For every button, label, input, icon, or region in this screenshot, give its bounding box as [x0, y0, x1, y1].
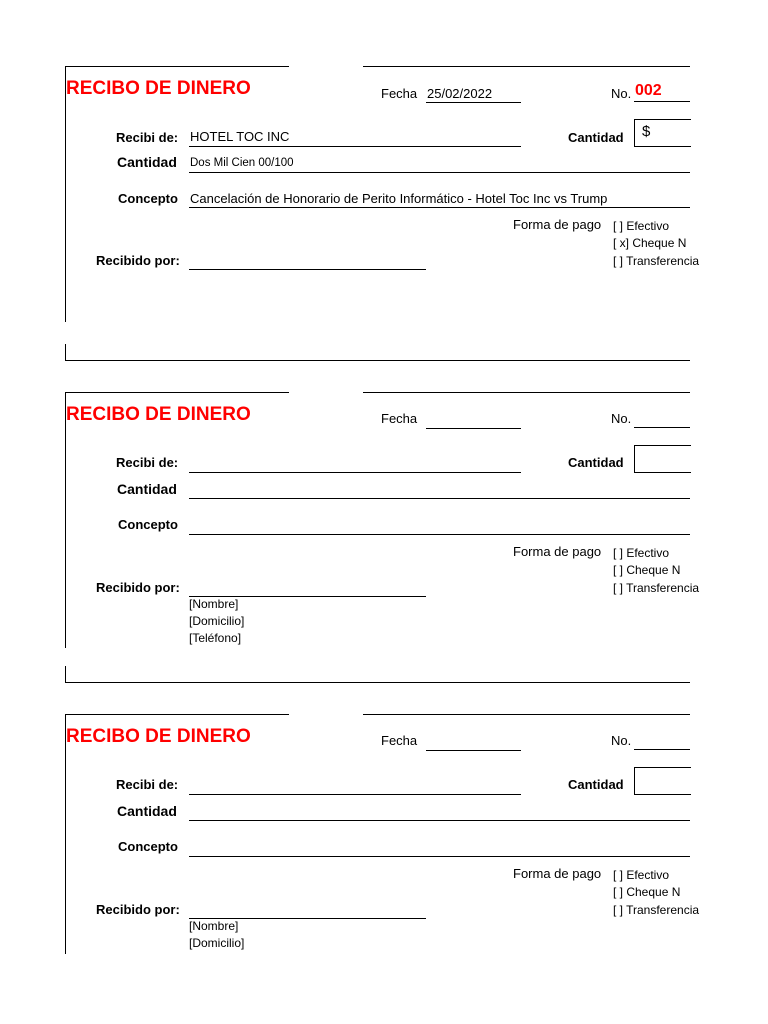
option-cheque[interactable]: [ ] Cheque N: [613, 885, 681, 899]
recibi-label: Recibi de:: [116, 130, 179, 145]
option-transferencia[interactable]: [ ] Transferencia: [613, 581, 700, 595]
top-rule-right: [363, 66, 690, 67]
cantidad-label: Cantidad: [568, 777, 624, 792]
receipt-number[interactable]: 002: [635, 82, 662, 99]
concepto-label: Concepto: [118, 517, 178, 532]
fecha-underline[interactable]: [426, 750, 521, 751]
forma-pago-label: Forma de pago: [513, 217, 602, 232]
cantidad-box[interactable]: [634, 767, 691, 795]
recibido-por-label: Recibido por:: [96, 580, 180, 595]
domicilio-placeholder: [Domicilio]: [189, 614, 245, 628]
left-border: [65, 714, 66, 954]
cantidad-box[interactable]: [634, 445, 691, 473]
cantidad-texto-label: Cantidad: [117, 154, 177, 170]
option-efectivo[interactable]: [ ] Efectivo: [613, 868, 670, 882]
no-underline[interactable]: [634, 749, 690, 750]
nombre-placeholder: [Nombre]: [189, 597, 239, 611]
fecha-label: Fecha: [381, 411, 418, 426]
domicilio-placeholder: [Domicilio]: [189, 936, 245, 950]
recibi-field[interactable]: HOTEL TOC INC: [190, 129, 290, 144]
option-cheque[interactable]: [ ] Cheque N: [613, 563, 681, 577]
recibi-underline[interactable]: [189, 472, 521, 473]
cantidad-texto-underline[interactable]: [189, 498, 690, 499]
forma-pago-label: Forma de pago: [513, 866, 602, 881]
fecha-label: Fecha: [381, 86, 418, 101]
fecha-underline: [426, 102, 521, 103]
telefono-placeholder: [Teléfono]: [189, 631, 242, 645]
receipt-3: [0, 708, 768, 1018]
bottom-left-tick: [65, 666, 66, 682]
no-label: No.: [611, 86, 632, 101]
cantidad-texto-underline[interactable]: [189, 820, 690, 821]
currency-symbol: $: [642, 123, 651, 140]
left-border: [65, 66, 66, 322]
option-transferencia[interactable]: [ ] Transferencia: [613, 254, 700, 268]
concepto-underline: [189, 207, 690, 208]
top-rule-left: [65, 66, 289, 67]
receipt-title: RECIBO DE DINERO: [66, 78, 251, 99]
no-label: No.: [611, 411, 632, 426]
cantidad-texto-label: Cantidad: [117, 803, 177, 819]
fecha-field[interactable]: 25/02/2022: [427, 86, 493, 101]
cantidad-box[interactable]: [634, 119, 691, 147]
fecha-underline[interactable]: [426, 428, 521, 429]
bottom-rule: [65, 360, 690, 361]
option-transferencia[interactable]: [ ] Transferencia: [613, 903, 700, 917]
option-cheque[interactable]: [ x] Cheque N: [613, 236, 687, 250]
cantidad-texto-label: Cantidad: [117, 481, 177, 497]
no-underline: [634, 101, 690, 102]
recibido-por-underline[interactable]: [189, 269, 426, 270]
recibi-label: Recibi de:: [116, 455, 179, 470]
no-underline[interactable]: [634, 427, 690, 428]
recibi-underline: [189, 146, 521, 147]
no-label: No.: [611, 733, 632, 748]
option-efectivo[interactable]: [ ] Efectivo: [613, 546, 670, 560]
receipt-title: RECIBO DE DINERO: [66, 404, 251, 425]
top-rule-left: [65, 392, 289, 393]
cantidad-texto-underline: [189, 172, 690, 173]
recibido-por-label: Recibido por:: [96, 253, 180, 268]
top-rule-right: [363, 392, 690, 393]
bottom-rule: [65, 682, 690, 683]
receipt-2: [0, 386, 768, 696]
cantidad-texto-field[interactable]: Dos Mil Cien 00/100: [190, 157, 294, 169]
concepto-underline[interactable]: [189, 856, 690, 857]
cantidad-label: Cantidad: [568, 130, 624, 145]
top-rule-right: [363, 714, 690, 715]
left-border: [65, 392, 66, 648]
concepto-underline[interactable]: [189, 534, 690, 535]
concepto-label: Concepto: [118, 191, 178, 206]
recibi-underline[interactable]: [189, 794, 521, 795]
cantidad-label: Cantidad: [568, 455, 624, 470]
bottom-left-tick: [65, 344, 66, 360]
option-efectivo[interactable]: [ ] Efectivo: [613, 219, 670, 233]
receipt-1: [0, 60, 768, 370]
concepto-field[interactable]: Cancelación de Honorario de Perito Informático - Hotel Toc Inc vs Trump: [190, 191, 608, 206]
receipt-title: RECIBO DE DINERO: [66, 726, 251, 747]
recibi-label: Recibi de:: [116, 777, 179, 792]
nombre-placeholder: [Nombre]: [189, 919, 239, 933]
forma-pago-label: Forma de pago: [513, 544, 602, 559]
concepto-label: Concepto: [118, 839, 178, 854]
recibido-por-label: Recibido por:: [96, 902, 180, 917]
top-rule-left: [65, 714, 289, 715]
fecha-label: Fecha: [381, 733, 418, 748]
